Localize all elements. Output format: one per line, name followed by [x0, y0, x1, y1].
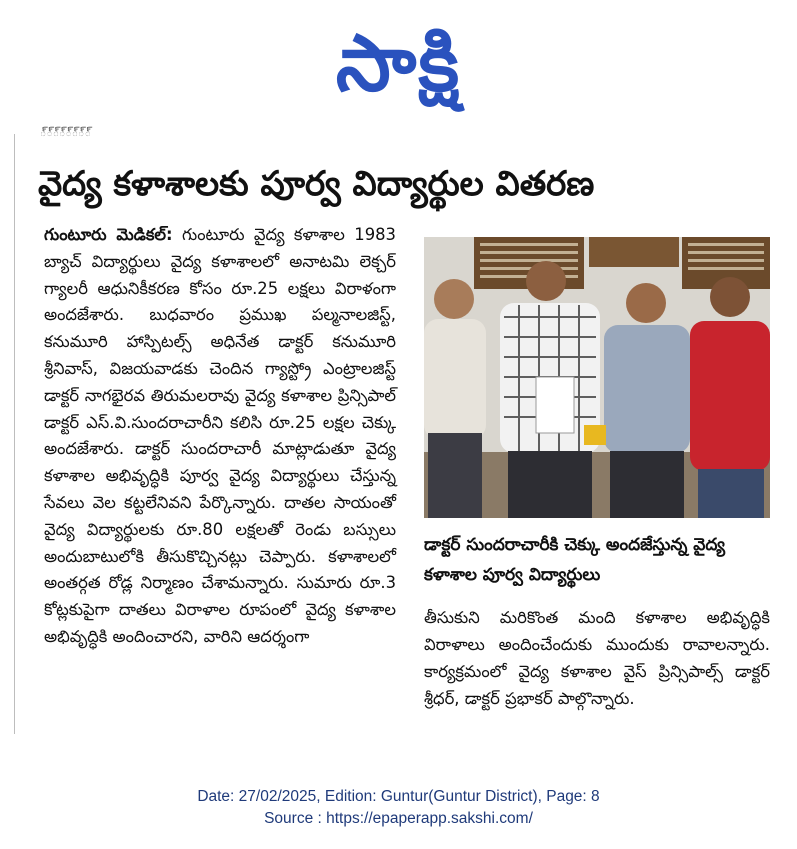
article-dateline: గుంటూరు మెడికల్:: [44, 225, 173, 244]
source-footer: [0, 786, 797, 830]
article-photo: [424, 237, 770, 518]
article-body-right: [424, 604, 770, 712]
footer-source-link[interactable]: Source : https://epaperapp.sakshi.com/: [264, 810, 533, 827]
article-right-text: తీసుకుని మరికొంత మంది కళాశాల అభివృద్ధికి విరాళాలు అందించేందుకు ముందుకు రావాలన్నారు. కార్యక్రమంలో వైద్య కళాశాల వైస్ ప్రిన్సిపాల్స్ డాక్టర్ శ్రీధర్, డాక్టర్ ప్రభాకర్ పాల్గొన్నారు.: [424, 608, 770, 708]
article-headline: వైద్య కళాశాలకు పూర్వ విద్యార్థుల వితరణ: [38, 164, 595, 204]
article-body-left: [44, 222, 396, 651]
photo-caption: డాక్టర్ సుందరాచారీకి చెక్కు అందజేస్తున్న వైద్య కళాశాల పూర్వ విద్యార్థులు: [424, 535, 725, 585]
footer-date-edition: Date: 27/02/2025, Edition: Guntur(Guntur District), Page: 8: [197, 788, 600, 805]
clipping-border: [14, 134, 15, 734]
masthead-title: సాక్షి: [335, 19, 462, 109]
masthead-logo: [0, 14, 797, 114]
clipped-text-strip: ్్్్్్్్: [40, 126, 121, 139]
article-left-text: గుంటూరు వైద్య కళాశాల 1983 బ్యాచ్ విద్యార్థులు వైద్య కళాశాలలో అనాటమి లెక్చర్ గ్యాలరీ ఆధునికీకరణ కోసం రూ.25 లక్షలు విరాళంగా అందజేశారు. బుధవారం ప్రముఖ పల్మనాలజిస్ట్, కనుమూరి హాస్పిటల్స్ అధినేత డాక్టర్ కనుమూరి శ్రీనివాస్, విజయవాడకు చెందిన గ్యాస్ట్రో ఎంట్రాలజిస్ట్ డాక్టర్ నాగభైరవ తిరుమలరావు వైద్య కళాశాల ప్రిన్సిపాల్ డాక్టర్ ఎస్.వి.సుందరాచారీని కలిసి రూ.25 లక్షల చెక్కు అందజేశారు. డాక్టర్ సుందరాచారీ మాట్లాడుతూ వైద్య కళాశాల అభివృద్ధికి పూర్వ వైద్య విద్యార్థులు చేస్తున్న సేవలు వెల కట్టలేనివని పేర్కొన్నారు. దాతల సాయంతో వైద్య విద్యార్థులకు రూ.80 లక్షలతో రెండు బస్సులు అందుబాటులోకి తీసుకొచ్చినట్లు చెప్పారు. కళాశాలలో అంతర్గత రోడ్ల నిర్మాణం చేశామన్నారు. సుమారు రూ.3 కోట్లకుపైగా దాతలు విరాళాల రూపంలో వైద్య కళాశాల అభివృద్ధికి అందించారని, వారిని ఆదర్శంగా: [44, 225, 396, 646]
